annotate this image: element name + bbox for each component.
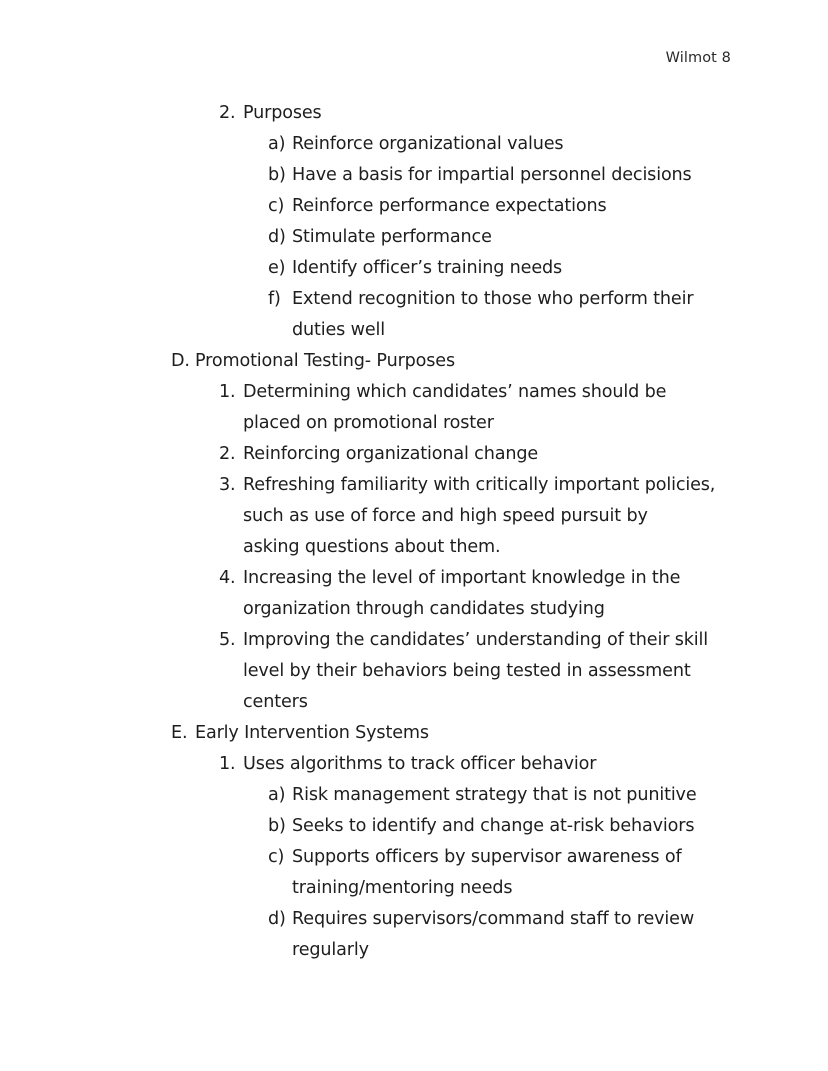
list-item-text: centers [243,692,308,712]
list-marker: 2. [219,103,236,123]
list-marker: a) [268,134,286,154]
list-marker: e) [268,258,286,278]
list-item-text: placed on promotional roster [243,413,494,433]
list-item-text: level by their behaviors being tested in assessment [243,661,691,681]
list-marker: E. [171,723,188,743]
list-marker: 1. [219,382,236,402]
outline-item [0,749,828,780]
list-item-text: Stimulate performance [292,227,492,247]
list-item-text: Uses algorithms to track officer behavior [243,754,597,774]
outline-item [0,625,828,656]
list-marker: b) [268,165,286,185]
outline-item [0,563,828,594]
outline-item-continuation [0,656,828,687]
list-item-text: Have a basis for impartial personnel decisions [292,165,692,185]
list-marker: c) [268,196,285,216]
outline-item [0,253,828,284]
list-marker: d) [268,227,286,247]
outline-item-continuation [0,532,828,563]
outline-item [0,346,828,377]
list-item-text: Supports officers by supervisor awareness of [292,847,682,867]
outline-item [0,284,828,315]
list-item-text: Improving the candidates’ understanding of their skill [243,630,709,650]
outline-item [0,222,828,253]
outline-item [0,191,828,222]
page-header-running-head: Wilmot 8 [665,50,731,66]
list-item-text: Extend recognition to those who perform their [292,289,694,309]
outline-item-continuation [0,315,828,346]
list-item-text: Reinforce performance expectations [292,196,607,216]
outline-item [0,160,828,191]
list-item-text: such as use of force and high speed pursuit by [243,506,648,526]
list-item-text: duties well [292,320,386,340]
list-item-text: Reinforce organizational values [292,134,564,154]
list-marker: 3. [219,475,236,495]
list-marker: f) [268,289,281,309]
list-item-text: Increasing the level of important knowledge in the [243,568,681,588]
list-item-text: regularly [292,940,369,960]
outline-item [0,718,828,749]
outline-item-continuation [0,687,828,718]
outline-item [0,377,828,408]
list-item-text: Early Intervention Systems [195,723,429,743]
outline-item [0,904,828,935]
list-marker: d) [268,909,286,929]
outline-item-continuation [0,873,828,904]
list-item-text: training/mentoring needs [292,878,513,898]
list-item-text: Identify officer’s training needs [292,258,563,278]
outline-item-continuation [0,935,828,966]
outline-item-continuation [0,594,828,625]
list-marker: 1. [219,754,236,774]
list-marker: 5. [219,630,236,650]
list-item-text: Requires supervisors/command staff to review [292,909,695,929]
list-marker: c) [268,847,285,867]
list-item-text: Determining which candidates’ names should be [243,382,667,402]
outline-item [0,439,828,470]
list-item-text: Seeks to identify and change at-risk behaviors [292,816,695,836]
list-item-text: Refreshing familiarity with critically important policies, [243,475,716,495]
list-marker: D. [171,351,190,371]
outline-item-continuation [0,408,828,439]
list-marker: 2. [219,444,236,464]
list-item-text: Risk management strategy that is not punitive [292,785,697,805]
list-item-text: organization through candidates studying [243,599,605,619]
outline-item [0,811,828,842]
list-marker: 4. [219,568,236,588]
outline-item-continuation [0,501,828,532]
list-marker: a) [268,785,286,805]
outline-item [0,780,828,811]
outline-item [0,98,828,129]
list-item-text: Promotional Testing- Purposes [195,351,455,371]
document-outline [0,98,828,966]
list-item-text: Purposes [243,103,322,123]
outline-item [0,129,828,160]
list-item-text: asking questions about them. [243,537,501,557]
outline-item [0,470,828,501]
list-item-text: Reinforcing organizational change [243,444,539,464]
outline-item [0,842,828,873]
list-marker: b) [268,816,286,836]
